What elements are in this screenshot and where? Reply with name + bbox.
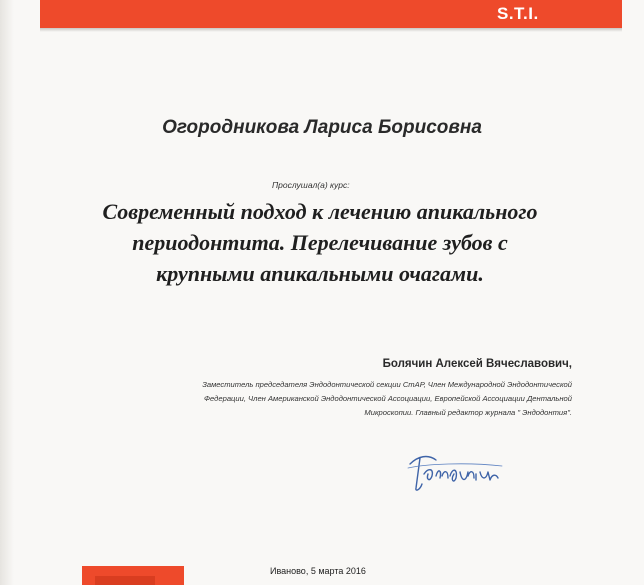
sti-logo (497, 4, 539, 24)
bottom-orange-accent-inner (95, 576, 155, 585)
course-title-line: Современный подход к лечению апикального (102, 199, 538, 224)
course-title-line: крупными апикальными очагами. (156, 261, 484, 286)
top-band-shadow (40, 28, 622, 32)
attended-label: Прослушал(а) курс: (272, 180, 350, 190)
recipient-name: Огородникова Лариса Борисовна (162, 117, 482, 138)
lecturer-name: Болячин Алексей Вячеславович, (382, 358, 572, 370)
lecturer-description-line: Заместитель председателя Эндодонтической секции СтАР, Член Международной Эндодонтической (202, 380, 572, 389)
lecturer-description-line: Микроскопии. Главный редактор журнала " Эндодонтия". (364, 408, 572, 417)
course-title-line: периодонтита. Перелечивание зубов с (132, 230, 508, 255)
signature-image (406, 446, 506, 496)
lecturer-description-line: Федерации, Член Американской Эндодонтической Ассоциации, Европейской Ассоциации Дентальной (204, 394, 572, 403)
place-and-date: Иваново, 5 марта 2016 (270, 566, 366, 576)
lecturer-description (60, 378, 572, 420)
sti-logo-text: S.T.I. (497, 4, 539, 23)
course-title (60, 196, 580, 289)
